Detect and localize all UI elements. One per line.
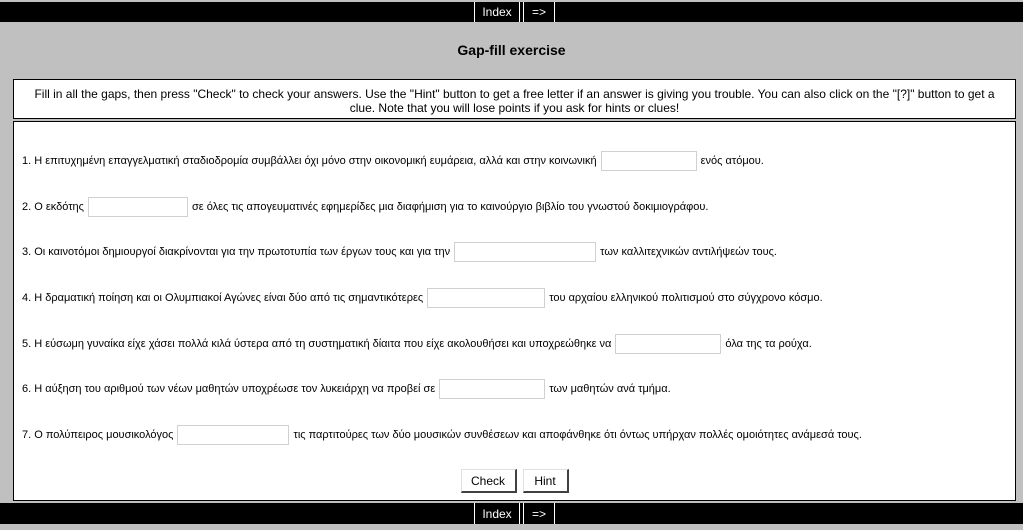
question-1-after: ενός ατόμου. [700,155,764,167]
question-4 [22,288,823,308]
question-7-before: 7. Ο πολύπειρος μουσικολόγος [22,429,174,441]
bottom-nav-bar [0,503,1023,524]
gap-2-input[interactable] [88,197,188,217]
page-title: Gap-fill exercise [457,42,566,58]
gap-6-input[interactable] [439,379,545,399]
question-4-after: του αρχαίου ελληνικού πολιτισμού στο σύγχρονο κόσμο. [549,292,823,304]
question-2-after: σε όλες τις απογευματινές εφημερίδες μια διαφήμιση για το καινούργιο βιβλίο του γνωστού δοκιμιογράφου. [191,201,709,213]
gap-4-input[interactable] [427,288,545,308]
gap-1-input[interactable] [601,151,697,171]
action-buttons [14,469,1015,493]
question-2 [22,197,709,217]
question-6 [22,379,671,399]
index-button-bottom[interactable]: Index [474,503,520,524]
question-1-before: 1. Η επιτυχημένη επαγγελματική σταδιοδρομία συμβάλλει όχι μόνο στην οικονομική ευμάρεια, αλλά και στην κοινωνική [22,155,597,167]
instructions-box: Fill in all the gaps, then press "Check" to check your answers. Use the "Hint" button to get a free letter if an answer is giving you trouble. You can also click on the "[?]" button to get a clue. Note that you will lose points if you ask for hints or clues! [13,79,1016,119]
question-5-after: όλα της τα ρούχα. [725,338,812,350]
question-1 [22,151,764,171]
question-3-after: των καλλιτεχνικών αντιλήψεών τους. [600,246,777,258]
question-3-before: 3. Οι καινοτόμοι δημιουργοί διακρίνονται για την πρωτοτυπία των έργων τους και για την [22,246,451,258]
next-button[interactable]: => [523,2,555,22]
hint-button[interactable]: Hint [523,469,569,493]
question-5-before: 5. Η εύσωμη γυναίκα είχε χάσει πολλά κιλά ύστερα από τη συστηματική δίαιτα που είχε ακολουθήσει και υποχρεώθηκε να [22,338,612,350]
gap-7-input[interactable] [177,425,289,445]
next-button-bottom[interactable]: => [523,503,555,524]
question-6-before: 6. Η αύξηση του αριθμού των νέων μαθητών υποχρέωσε τον λυκειάρχη να προβεί σε [22,383,436,395]
gap-3-input[interactable] [454,242,596,262]
check-button[interactable]: Check [461,469,517,493]
question-7-after: τις παρτιτούρες των δύο μουσικών συνθέσεων και αποφάνθηκε ότι όντως υπήρχαν πολλές ομοιότητες ανάμεσά τους. [293,429,862,441]
question-4-before: 4. Η δραματική ποίηση και οι Ολυμπιακοί Αγώνες είναι δύο από τις σημαντικότερες [22,292,424,304]
index-button[interactable]: Index [474,2,520,22]
top-nav-bar [0,2,1023,22]
question-3 [22,242,777,262]
gap-5-input[interactable] [615,334,721,354]
exercise-panel [13,121,1016,501]
question-6-after: των μαθητών ανά τμήμα. [549,383,671,395]
question-2-before: 2. Ο εκδότης [22,201,84,213]
question-5 [22,334,812,354]
question-7 [22,425,862,445]
